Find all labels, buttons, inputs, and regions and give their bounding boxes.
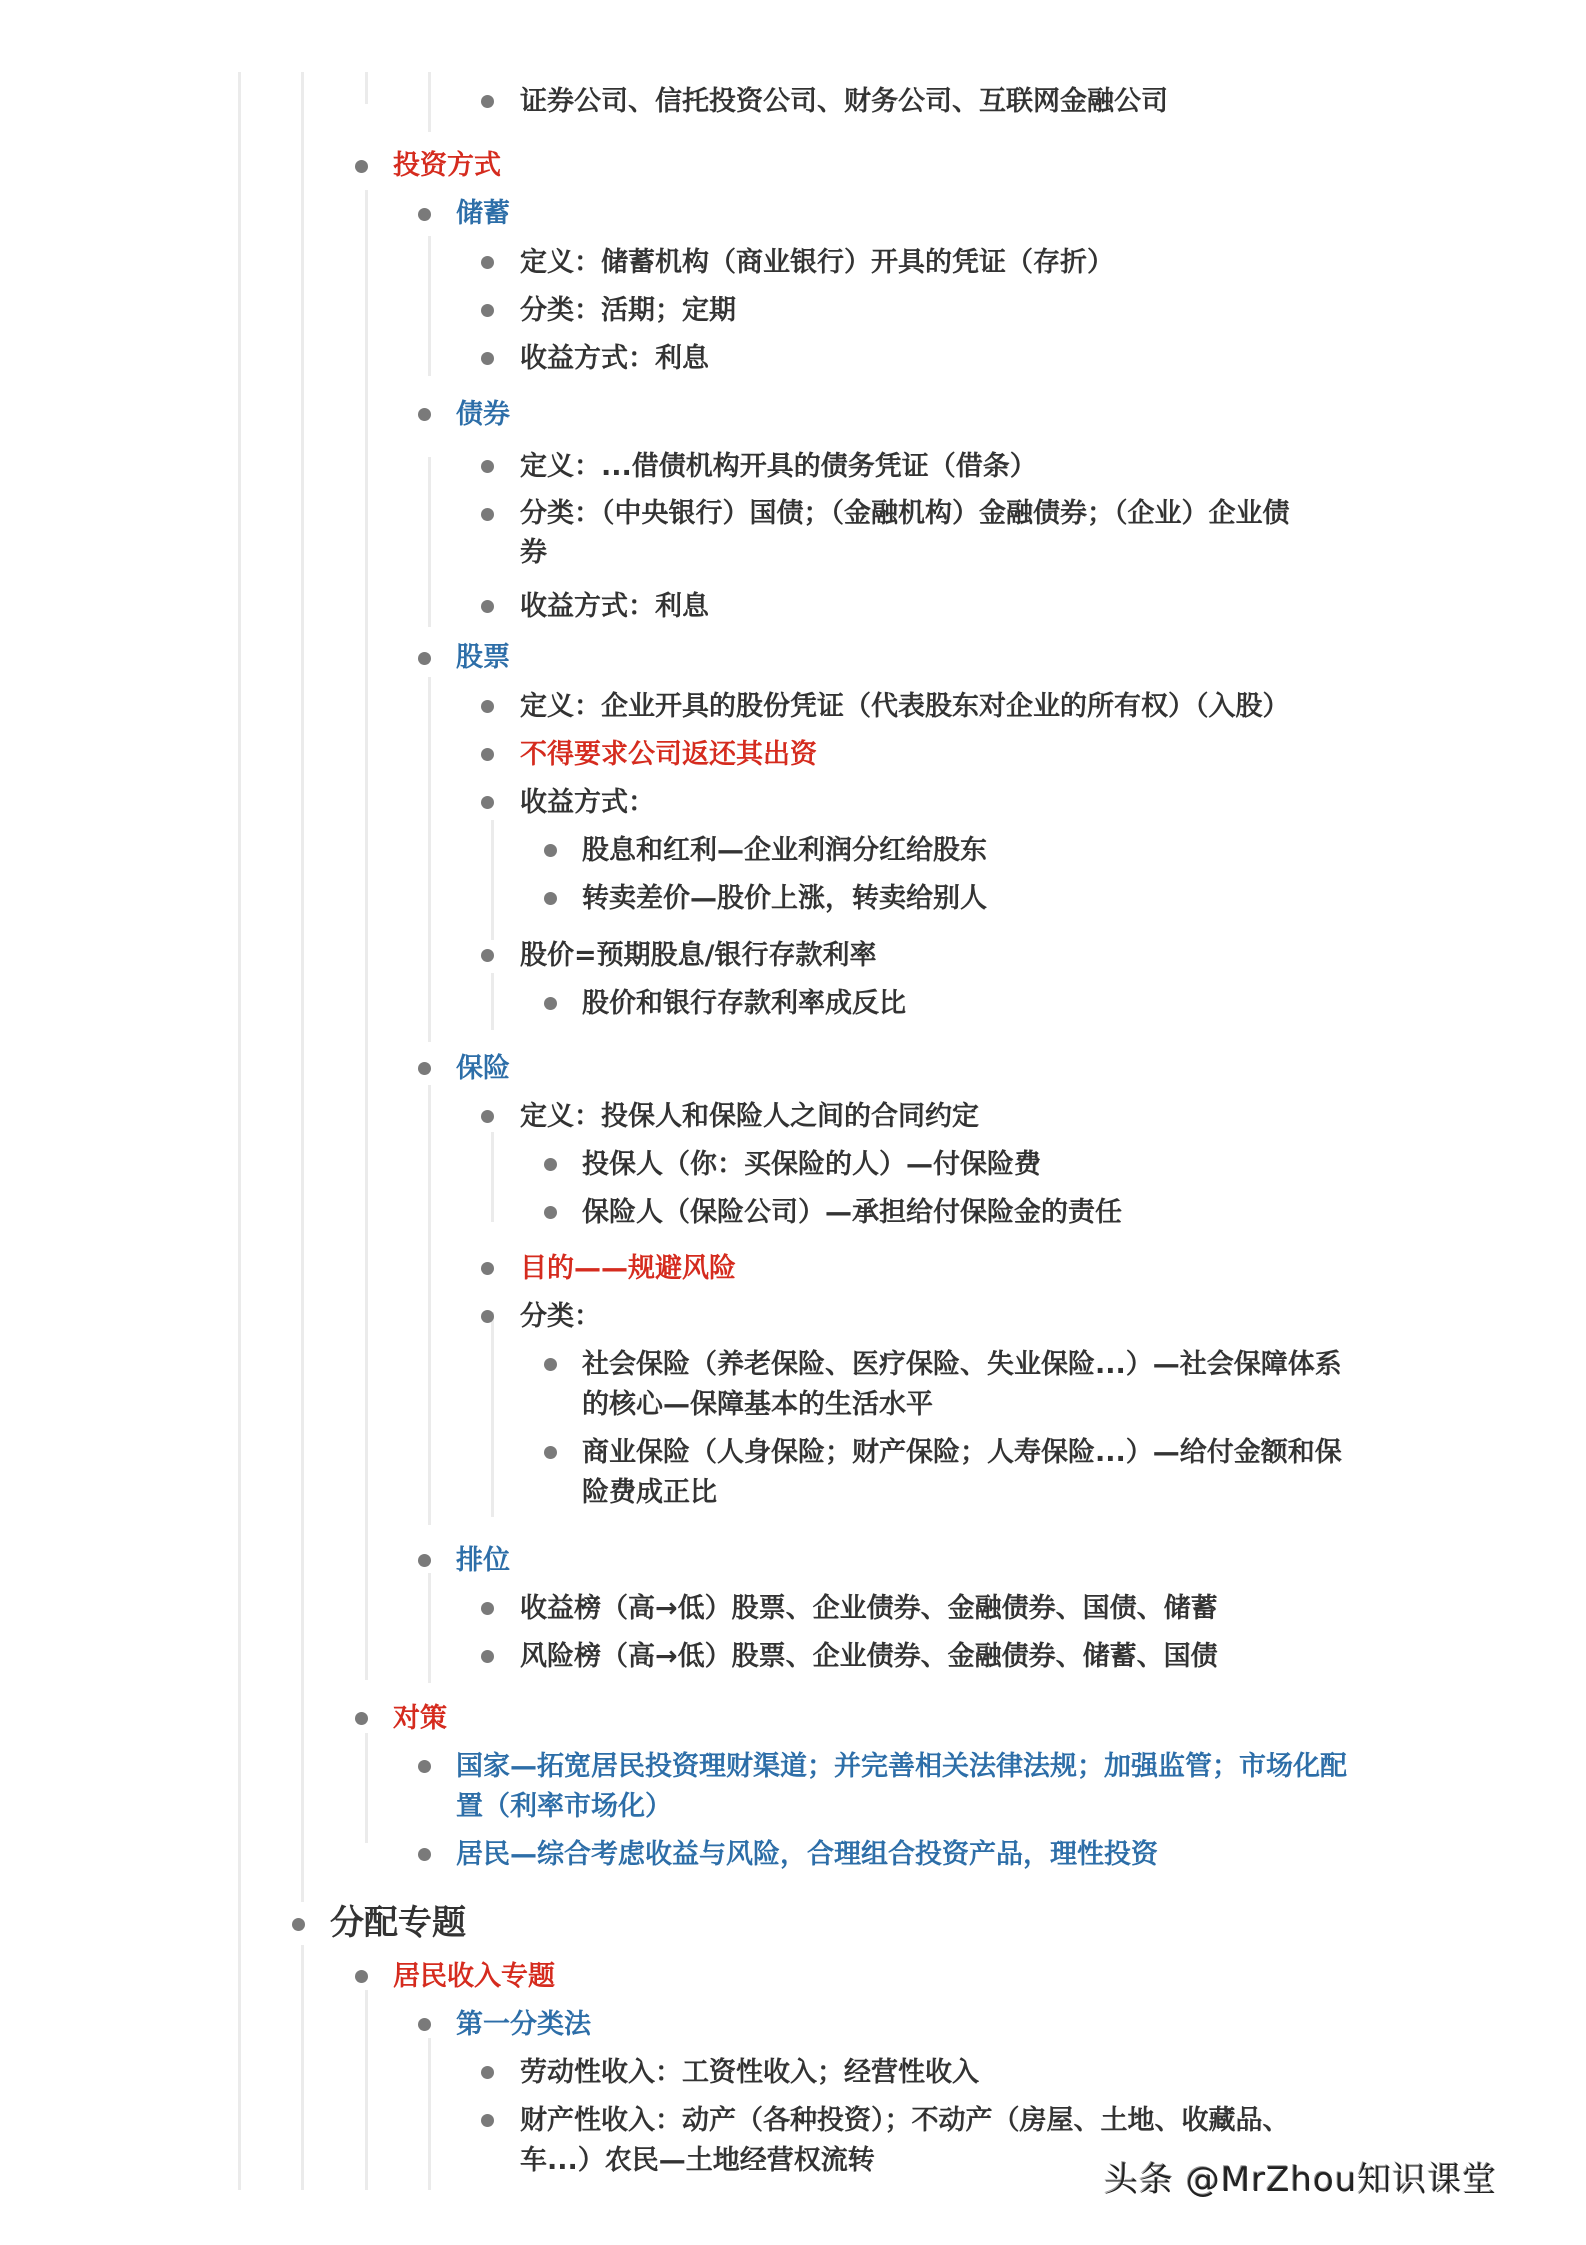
- bullet-dot: [418, 1554, 431, 1567]
- bullet-dot: [481, 460, 494, 473]
- bullet-dot: [355, 1970, 368, 1983]
- bullet-dot: [481, 949, 494, 962]
- section-title-investment: 投资方式: [393, 150, 501, 181]
- list-item: 定义：企业开具的股份凭证（代表股东对企业的所有权）（入股）: [520, 691, 1290, 722]
- bullet-dot: [418, 652, 431, 665]
- bullet-dot: [481, 352, 494, 365]
- tree-guide-level0: [238, 72, 241, 2190]
- list-item: 保险人（保险公司）—承担给付保险金的责任: [582, 1197, 1122, 1228]
- bullet-dot: [544, 1158, 557, 1171]
- bullet-dot: [481, 304, 494, 317]
- bullet-dot: [544, 892, 557, 905]
- list-item: 收益方式：利息: [520, 343, 709, 374]
- bullet-dot: [481, 748, 494, 761]
- list-item-continuation: 险费成正比: [582, 1477, 717, 1508]
- tree-guide-level3c: [428, 457, 431, 627]
- bullet-dot: [418, 208, 431, 221]
- bullet-dot: [481, 256, 494, 269]
- tree-guide-level3d: [428, 677, 431, 1042]
- section-title-measures: 对策: [393, 1703, 447, 1734]
- topic-title-distribution: 分配专题: [330, 1903, 466, 1943]
- bullet-dot: [481, 1602, 494, 1615]
- subsection-title-first-method: 第一分类法: [456, 2009, 591, 2040]
- tree-guide-level3e: [428, 1085, 431, 1525]
- list-item-continuation: 的核心—保障基本的生活水平: [582, 1389, 933, 1420]
- list-item: 社会保险（养老保险、医疗保险、失业保险...）—社会保障体系: [582, 1349, 1342, 1380]
- watermark: 头条 @MrZhou知识课堂: [1104, 2160, 1498, 2200]
- bullet-dot: [355, 1712, 368, 1725]
- list-item: 收益方式：: [520, 787, 655, 818]
- list-item: 国家—拓宽居民投资理财渠道；并完善相关法律法规；加强监管；市场化配: [456, 1751, 1347, 1782]
- tree-guide-level2d: [365, 1990, 368, 2190]
- bullet-dot: [544, 1358, 557, 1371]
- tree-guide-level1b: [301, 1945, 304, 2190]
- list-item: 收益方式：利息: [520, 591, 709, 622]
- subsection-title-savings: 储蓄: [456, 198, 510, 229]
- bullet-dot: [292, 1918, 305, 1931]
- bullet-dot: [481, 2114, 494, 2127]
- bullet-dot: [418, 2018, 431, 2031]
- bullet-dot: [544, 1446, 557, 1459]
- tree-guide-level4d: [491, 1312, 494, 1517]
- list-item: 居民—综合考虑收益与风险，合理组合投资产品，理性投资: [456, 1839, 1158, 1870]
- bullet-dot: [481, 600, 494, 613]
- list-item: 证券公司、信托投资公司、财务公司、互联网金融公司: [520, 86, 1168, 117]
- bullet-dot: [544, 844, 557, 857]
- tree-guide-level4c: [491, 1132, 494, 1222]
- list-item: 劳动性收入：工资性收入；经营性收入: [520, 2057, 979, 2088]
- list-item: 分类：（中央银行）国债；（金融机构）金融债券；（企业）企业债: [520, 498, 1290, 529]
- tree-guide-level4b: [491, 973, 494, 1030]
- bullet-dot: [481, 2066, 494, 2079]
- list-item: 收益榜（高→低）股票、企业债券、金融债券、国债、储蓄: [520, 1593, 1218, 1624]
- list-item: 财产性收入：动产（各种投资）；不动产（房屋、土地、收藏品、: [520, 2105, 1290, 2136]
- list-item: 商业保险（人身保险；财产保险；人寿保险...）—给付金额和保: [582, 1437, 1342, 1468]
- bullet-dot: [481, 700, 494, 713]
- bullet-dot: [481, 1650, 494, 1663]
- tree-guide-level3a: [428, 72, 431, 132]
- list-item: 股息和红利—企业利润分红给股东: [582, 835, 987, 866]
- bullet-dot: [481, 1310, 494, 1323]
- list-item: 分类：活期；定期: [520, 295, 736, 326]
- subsection-title-insurance: 保险: [456, 1053, 510, 1084]
- bullet-dot: [355, 160, 368, 173]
- bullet-dot: [544, 997, 557, 1010]
- list-item-highlight: 目的——规避风险: [520, 1253, 736, 1284]
- list-item: 定义：储蓄机构（商业银行）开具的凭证（存折）: [520, 247, 1114, 278]
- bullet-dot: [418, 408, 431, 421]
- tree-guide-level2a: [365, 72, 368, 104]
- bullet-dot: [481, 95, 494, 108]
- tree-guide-level3f: [428, 1573, 431, 1683]
- list-item: 定义：投保人和保险人之间的合同约定: [520, 1101, 979, 1132]
- bullet-dot: [418, 1848, 431, 1861]
- list-item-continuation: 置（利率市场化）: [456, 1791, 672, 1822]
- bullet-dot: [481, 796, 494, 809]
- list-item: 投保人（你：买保险的人）—付保险费: [582, 1149, 1041, 1180]
- list-item: 转卖差价—股价上涨，转卖给别人: [582, 883, 987, 914]
- bullet-dot: [544, 1206, 557, 1219]
- tree-guide-level4a: [491, 820, 494, 940]
- bullet-dot: [418, 1062, 431, 1075]
- subsection-title-ranking: 排位: [456, 1545, 510, 1576]
- bullet-dot: [481, 1262, 494, 1275]
- bullet-dot: [481, 1110, 494, 1123]
- subsection-title-bonds: 债券: [456, 399, 510, 430]
- section-title-income: 居民收入专题: [393, 1961, 555, 1992]
- list-item: 分类：: [520, 1301, 601, 1332]
- subsection-title-stocks: 股票: [456, 642, 510, 673]
- tree-guide-level2b: [365, 190, 368, 1680]
- tree-guide-level2c: [365, 1733, 368, 1843]
- list-item-continuation: 车...）农民—土地经营权流转: [520, 2145, 875, 2176]
- list-item-highlight: 不得要求公司返还其出资: [520, 739, 817, 770]
- list-item: 股价=预期股息/银行存款利率: [520, 940, 877, 971]
- tree-guide-level3g: [428, 2038, 431, 2190]
- list-item: 股价和银行存款利率成反比: [582, 988, 906, 1019]
- list-item-continuation: 券: [520, 537, 547, 568]
- bullet-dot: [481, 508, 494, 521]
- tree-guide-level3b: [428, 236, 431, 376]
- tree-guide-level1: [301, 72, 304, 1902]
- bullet-dot: [418, 1760, 431, 1773]
- list-item: 风险榜（高→低）股票、企业债券、金融债券、储蓄、国债: [520, 1641, 1218, 1672]
- list-item: 定义：...借债机构开具的债务凭证（借条）: [520, 451, 1037, 482]
